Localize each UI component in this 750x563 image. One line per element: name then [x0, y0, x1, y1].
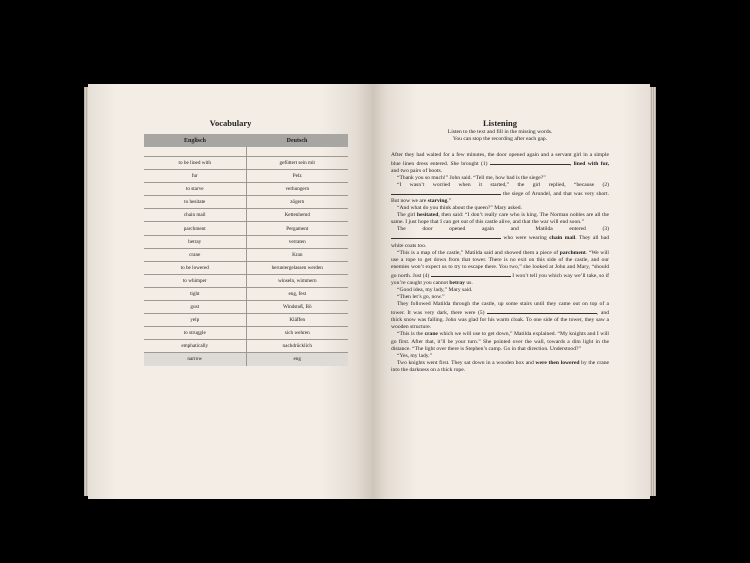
paragraph: “Then let’s go, now.” [397, 294, 445, 301]
german-term: Kettenhemd [246, 209, 348, 222]
table-row [144, 274, 348, 287]
german-term: verhungern [246, 183, 348, 196]
german-term: eng [246, 353, 348, 366]
english-term: to be lowered [144, 261, 246, 274]
page-edges-right [650, 87, 656, 496]
english-term: to hesitate [144, 196, 246, 209]
gap-1[interactable] [490, 159, 570, 165]
header-deutsch: Deutsch [246, 134, 348, 147]
paragraph [391, 301, 609, 331]
text: by the crane into the darkness on a thick rope. [391, 359, 610, 373]
vocab-word: , lined with fur, [569, 160, 609, 167]
text: , and thick snow was falling. John was glad for his warm cloak. To one side of the tower, they saw a wooden structure. [391, 310, 610, 331]
text: Two knights went first. They sat down in a wooden box and [397, 359, 536, 366]
gap-4[interactable] [431, 271, 511, 277]
vocabulary-title: Vocabulary [209, 118, 252, 128]
table-row [144, 353, 348, 366]
table-row [144, 209, 348, 222]
table-row [144, 235, 348, 248]
german-term: winseln, wimmern [246, 274, 348, 287]
gap-5[interactable] [487, 308, 597, 314]
english-term: chain mail [144, 209, 246, 222]
table-row [144, 287, 348, 300]
table-row [144, 314, 348, 327]
english-term: to struggle [144, 327, 246, 340]
text: which we will use to get down,” Matilda explained. “My knights and I will go first. After that, it’ll be your turn.” She pointed over the wall, towards a dim light in the distance. “The light over there is Stephen’s camp. Go in that direction. Understood?” [391, 331, 609, 352]
english-term: fur [144, 170, 246, 183]
instruction-line: Listen to the text and fill in the missing words. [447, 129, 553, 135]
german-term: Kläffen [246, 314, 348, 327]
text: the siege of Arundel, and that was very short. But now we are [391, 190, 609, 205]
text: who were wearing [501, 235, 550, 242]
open-book [88, 84, 658, 499]
paragraph: “Thank you so much!” John said. “Tell me, how bad is the siege?” [397, 174, 546, 181]
german-term: zögern [246, 196, 348, 209]
vocab-word: betray [449, 279, 465, 286]
text: .” [447, 198, 452, 205]
story-text [391, 152, 609, 374]
english-term: to starve [144, 183, 246, 196]
text: The door opened again and Matilda entered (3) [397, 226, 609, 233]
paragraph [391, 360, 609, 374]
paragraph [391, 152, 609, 175]
paragraph [391, 226, 609, 249]
vocab-word: hesitated [416, 212, 439, 219]
german-term: Kran [246, 248, 348, 261]
paragraph: “Good idea, my lady,” Mary said. [397, 287, 473, 293]
vocab-word: crane [424, 331, 438, 338]
vocab-word: starving [427, 198, 448, 205]
paragraph [391, 212, 609, 226]
left-page [88, 84, 373, 499]
german-term: nachdrücklich [246, 340, 348, 353]
listening-title: Listening [482, 118, 517, 128]
table-row [144, 222, 348, 235]
paragraph: “And what do you think about the queen?” Mary asked. [397, 205, 522, 212]
header-englisch: Englisch [144, 134, 246, 147]
paragraph [391, 331, 609, 352]
text: . They all had white coats too. [391, 235, 609, 249]
text: “This is the [397, 331, 425, 338]
table-row [144, 327, 348, 340]
german-term: Windstoß, Bö [246, 301, 348, 314]
instruction-line: You can stop the recording after each gap. [452, 136, 548, 143]
english-term: parchment [144, 222, 246, 235]
vocab-word: were then lowered [535, 359, 580, 366]
english-term: emphatically [144, 340, 246, 353]
table-row [144, 261, 348, 274]
paragraph: “Yes, my lady.” [397, 352, 433, 359]
text: , then said: “I don’t really care who is king. The Norman nobles are all the same. I just hope that I can get out of this castle alive, and that the war will end soon.” [391, 212, 609, 226]
german-term: gefüttert sein mit [246, 157, 348, 170]
german-term: eng, fest [246, 287, 348, 300]
listening-section [391, 112, 609, 374]
text: After they had waited for a few minutes, the door opened again and a servant girl in a simple blue linen dress entered. She brought (1) [391, 151, 609, 167]
text: . “We will use a rope to get down from that tower. There is no exit on this side of the castle, and our enemies won’t expect us to try to escape there. You two,” she looked at John and Mary, “should go north. Just (4) [391, 249, 609, 279]
table-spacer-row [144, 147, 348, 157]
english-term: crane [144, 248, 246, 261]
german-term: sich wehren [246, 327, 348, 340]
text: and two pairs of boots. [391, 167, 443, 174]
table-row [144, 248, 348, 261]
text: “This is a map of the castle,” Matilda said and showed them a piece of [397, 249, 560, 256]
listening-instructions [391, 129, 609, 144]
table-row [144, 340, 348, 353]
text: The girl [397, 212, 417, 219]
english-term: tight [144, 287, 246, 300]
gap-3[interactable] [391, 233, 501, 239]
english-term: narrow [144, 353, 246, 366]
vocabulary-body [144, 147, 348, 366]
vocab-word: parchment [559, 249, 586, 256]
german-term: Pergament [246, 222, 348, 235]
german-term: Pelz [246, 170, 348, 183]
table-row [144, 157, 348, 170]
text: I won’t tell you which way we’ll take, so if you’re caught you cannot [391, 272, 609, 286]
english-term: to be lined with [144, 157, 246, 170]
vocab-word: chain mail [549, 235, 576, 242]
text: They followed Matilda through the castle, up some stairs until they came out on top of a tower. It was very dark, there were (5) [391, 301, 609, 317]
paragraph [391, 250, 609, 287]
german-term: verraten [246, 235, 348, 248]
english-term: yelp [144, 314, 246, 327]
table-row [144, 170, 348, 183]
english-term: gust [144, 301, 246, 314]
text: “I wasn’t worried when it started,” the girl replied, “because (2) [397, 181, 609, 188]
text: us. [464, 279, 473, 286]
english-term: to whimper [144, 274, 246, 287]
english-term: betray [144, 235, 246, 248]
gap-2[interactable] [391, 189, 501, 195]
vocabulary-table [144, 134, 348, 366]
vocabulary-header-row [144, 134, 348, 147]
german-term: heruntergelassen werden [246, 261, 348, 274]
table-row [144, 183, 348, 196]
table-row [144, 301, 348, 314]
table-row [144, 196, 348, 209]
paragraph [391, 182, 609, 205]
